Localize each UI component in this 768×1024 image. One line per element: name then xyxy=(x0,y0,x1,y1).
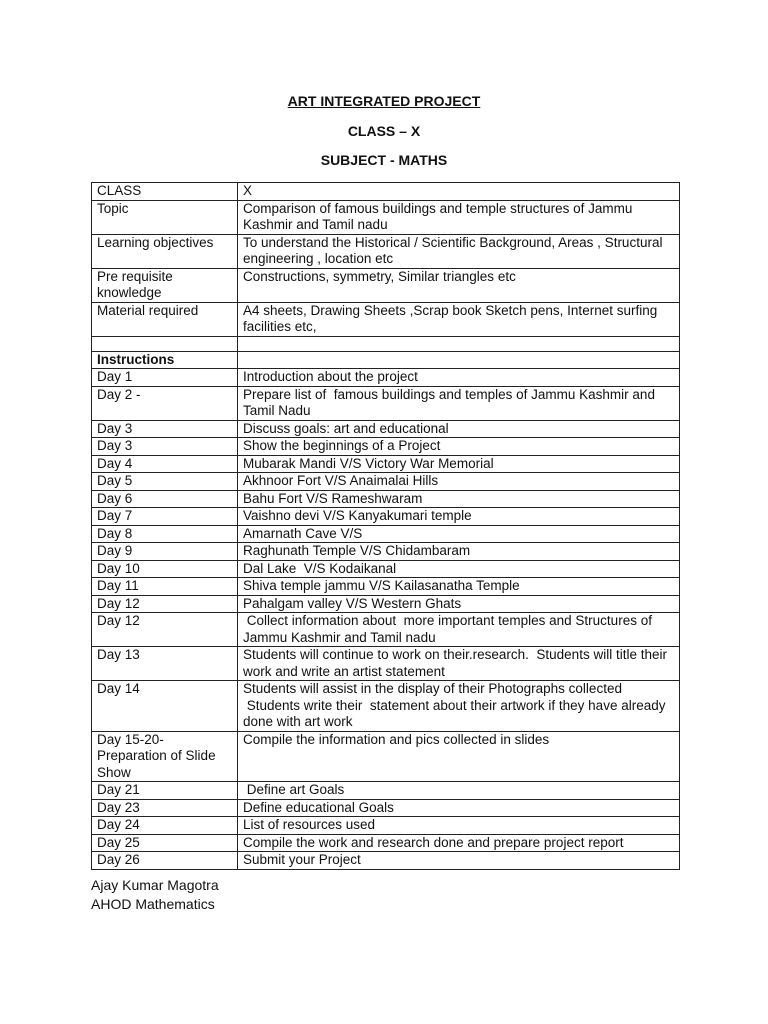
info-label: Learning objectives xyxy=(92,234,238,268)
schedule-row xyxy=(92,731,680,782)
instructions-label: Instructions xyxy=(92,351,238,369)
schedule-task: Akhnoor Fort V/S Anaimalai Hills xyxy=(238,473,680,491)
info-row xyxy=(92,268,680,302)
class-heading: CLASS – X xyxy=(347,123,421,139)
schedule-task: Submit your Project xyxy=(238,852,680,870)
schedule-row xyxy=(92,543,680,561)
author-name: Ajay Kumar Magotra xyxy=(91,877,219,893)
schedule-row xyxy=(92,595,680,613)
info-value: X xyxy=(238,183,680,201)
schedule-task: Vaishno devi V/S Kanyakumari temple xyxy=(238,508,680,526)
schedule-day: Day 12 xyxy=(92,595,238,613)
schedule-day: Day 6 xyxy=(92,490,238,508)
schedule-day: Day 23 xyxy=(92,799,238,817)
schedule-day: Day 3 xyxy=(92,420,238,438)
document-title: ART INTEGRATED PROJECT xyxy=(287,93,481,109)
schedule-row xyxy=(92,490,680,508)
info-value: A4 sheets, Drawing Sheets ,Scrap book Sketch pens, Internet surfing facilities etc, xyxy=(238,302,680,336)
schedule-task: Compile the work and research done and prepare project report xyxy=(238,834,680,852)
schedule-task: Compile the information and pics collected in slides xyxy=(238,731,680,782)
schedule-row xyxy=(92,508,680,526)
schedule-row xyxy=(92,852,680,870)
schedule-task: Dal Lake V/S Kodaikanal xyxy=(238,560,680,578)
schedule-day: Day 26 xyxy=(92,852,238,870)
schedule-task: Define art Goals xyxy=(238,782,680,800)
schedule-task: Students will continue to work on their.research. Students will title their work and write an artist statement xyxy=(238,647,680,681)
info-row xyxy=(92,183,680,201)
subject-heading: SUBJECT - MATHS xyxy=(320,152,448,168)
schedule-row xyxy=(92,455,680,473)
schedule-task: Show the beginnings of a Project xyxy=(238,438,680,456)
schedule-row xyxy=(92,647,680,681)
schedule-day: Day 13 xyxy=(92,647,238,681)
schedule-day: Day 9 xyxy=(92,543,238,561)
schedule-day: Day 15-20- Preparation of Slide Show xyxy=(92,731,238,782)
schedule-row xyxy=(92,386,680,420)
info-row xyxy=(92,200,680,234)
schedule-row xyxy=(92,525,680,543)
schedule-task: Shiva temple jammu V/S Kailasanatha Temple xyxy=(238,578,680,596)
schedule-row xyxy=(92,578,680,596)
empty-cell xyxy=(92,336,238,351)
schedule-day: Day 3 xyxy=(92,438,238,456)
info-value: To understand the Historical / Scientific Background, Areas , Structural engineering , location etc xyxy=(238,234,680,268)
schedule-day: Day 11 xyxy=(92,578,238,596)
info-value: Comparison of famous buildings and temple structures of Jammu Kashmir and Tamil nadu xyxy=(238,200,680,234)
schedule-task: Prepare list of famous buildings and temples of Jammu Kashmir and Tamil Nadu xyxy=(238,386,680,420)
schedule-task: Raghunath Temple V/S Chidambaram xyxy=(238,543,680,561)
schedule-row xyxy=(92,799,680,817)
info-label: Pre requisite knowledge xyxy=(92,268,238,302)
schedule-row xyxy=(92,613,680,647)
schedule-row xyxy=(92,473,680,491)
schedule-day: Day 8 xyxy=(92,525,238,543)
schedule-day: Day 1 xyxy=(92,369,238,387)
info-value: Constructions, symmetry, Similar triangles etc xyxy=(238,268,680,302)
schedule-day: Day 12 xyxy=(92,613,238,647)
schedule-task: Introduction about the project xyxy=(238,369,680,387)
schedule-row xyxy=(92,420,680,438)
info-row xyxy=(92,234,680,268)
schedule-day: Day 10 xyxy=(92,560,238,578)
schedule-day: Day 7 xyxy=(92,508,238,526)
schedule-row xyxy=(92,817,680,835)
schedule-task: Define educational Goals xyxy=(238,799,680,817)
schedule-task: Discuss goals: art and educational xyxy=(238,420,680,438)
schedule-task: Students will assist in the display of their Photographs collected Students write their statement about their artwork if they have already done with art work xyxy=(238,681,680,732)
spacer-row xyxy=(92,336,680,351)
schedule-task: Collect information about more important temples and Structures of Jammu Kashmir and Tamil nadu xyxy=(238,613,680,647)
schedule-row xyxy=(92,560,680,578)
schedule-row xyxy=(92,438,680,456)
schedule-task: Bahu Fort V/S Rameshwaram xyxy=(238,490,680,508)
schedule-row xyxy=(92,681,680,732)
schedule-row xyxy=(92,834,680,852)
info-row xyxy=(92,302,680,336)
schedule-day: Day 24 xyxy=(92,817,238,835)
author-designation: AHOD Mathematics xyxy=(91,896,215,912)
schedule-day: Day 14 xyxy=(92,681,238,732)
schedule-row xyxy=(92,369,680,387)
info-label: CLASS xyxy=(92,183,238,201)
empty-cell xyxy=(238,351,680,369)
empty-cell xyxy=(238,336,680,351)
schedule-row xyxy=(92,782,680,800)
schedule-task: Amarnath Cave V/S xyxy=(238,525,680,543)
info-label: Topic xyxy=(92,200,238,234)
schedule-day: Day 21 xyxy=(92,782,238,800)
project-table-body xyxy=(92,183,680,870)
schedule-task: Mubarak Mandi V/S Victory War Memorial xyxy=(238,455,680,473)
schedule-task: List of resources used xyxy=(238,817,680,835)
info-label: Material required xyxy=(92,302,238,336)
instructions-header-row xyxy=(92,351,680,369)
project-table xyxy=(91,182,680,870)
schedule-task: Pahalgam valley V/S Western Ghats xyxy=(238,595,680,613)
schedule-day: Day 4 xyxy=(92,455,238,473)
schedule-day: Day 25 xyxy=(92,834,238,852)
schedule-day: Day 5 xyxy=(92,473,238,491)
schedule-day: Day 2 - xyxy=(92,386,238,420)
